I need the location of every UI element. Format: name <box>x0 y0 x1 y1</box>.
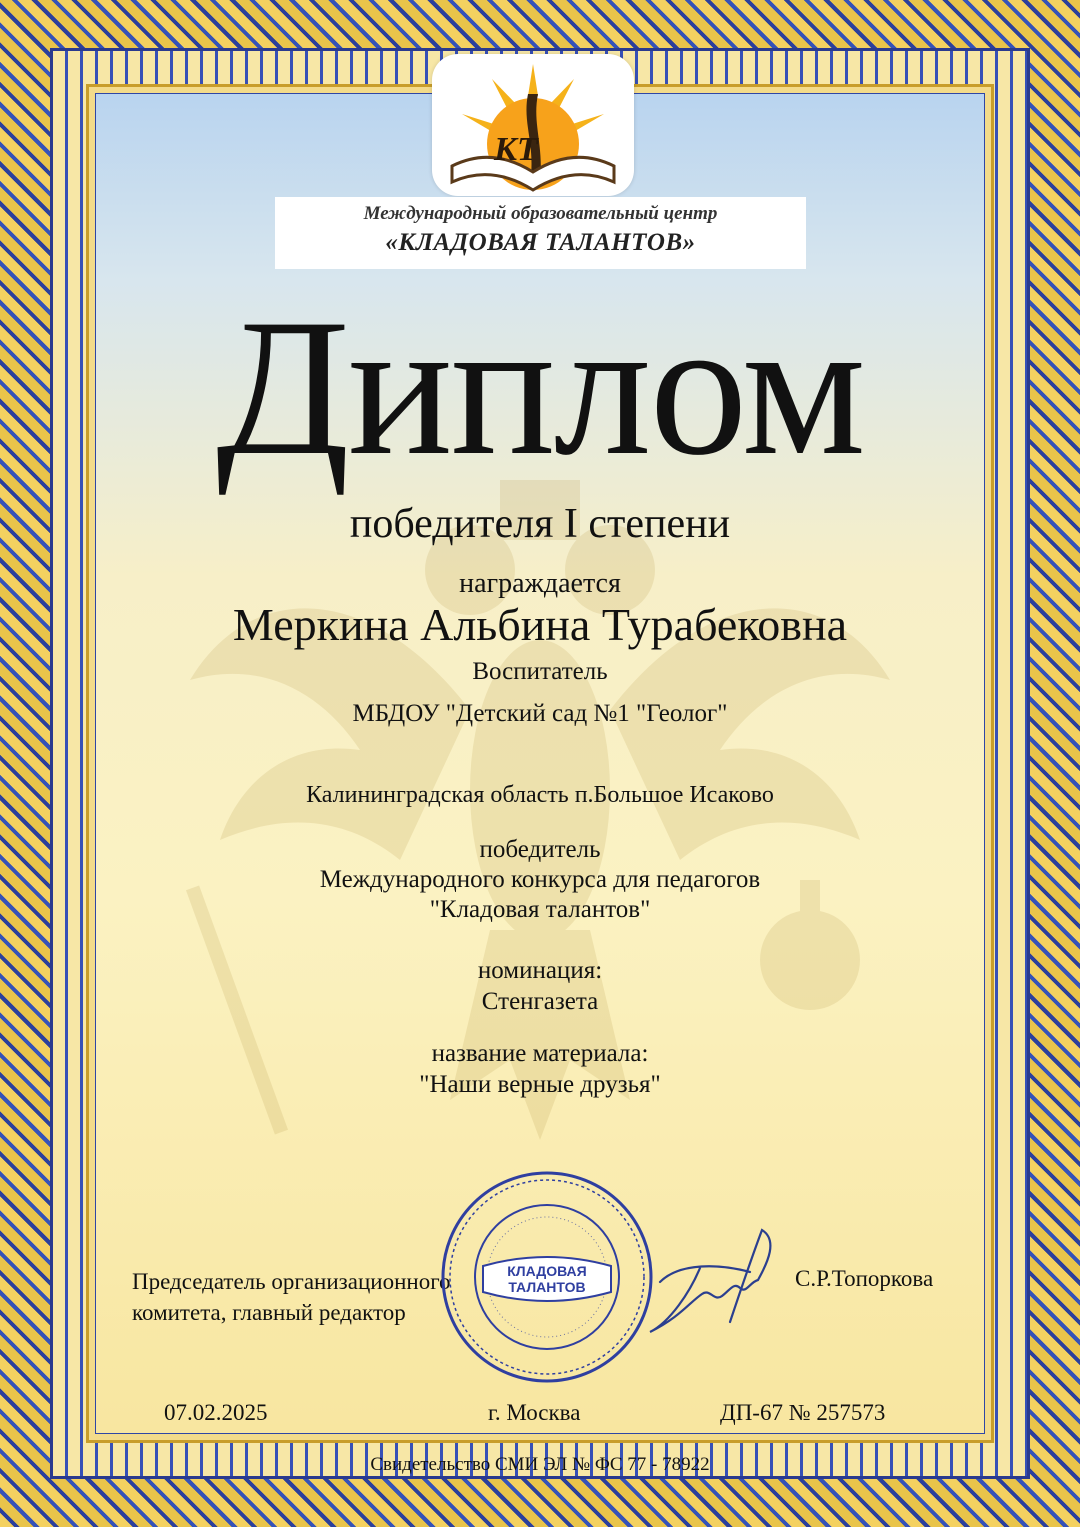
document-number: ДП-67 № 257573 <box>720 1400 886 1425</box>
contest-line2: Международного конкурса для педагогов <box>319 866 761 893</box>
material-value: "Наши верные друзья" <box>419 1071 661 1098</box>
nomination-label: номинация: <box>477 957 603 984</box>
logo <box>432 54 634 196</box>
nomination-value: Стенгазета <box>481 988 599 1015</box>
seal-stamp-icon <box>438 1168 656 1386</box>
media-certificate: Свидетельство СМИ ЭЛ № ФС 77 - 78922 <box>370 1454 710 1475</box>
seal-text-line1: КЛАДОВАЯ <box>507 1263 587 1279</box>
diploma-subtitle: победителя I степени <box>349 501 731 547</box>
seal-text-line2: ТАЛАНТОВ <box>508 1279 586 1295</box>
logo-letters: КТ <box>494 131 538 168</box>
contest-line3: "Кладовая талантов" <box>429 896 651 923</box>
handwritten-signature-icon <box>640 1222 790 1342</box>
contest-line1: победитель <box>479 836 601 863</box>
chair-position <box>132 1266 451 1328</box>
chair-position-line1: Председатель организационного <box>132 1269 451 1294</box>
awarded-label: награждается <box>459 568 621 599</box>
organization-header <box>275 197 806 269</box>
talent-logo-icon <box>432 54 634 196</box>
material-label: название материала: <box>431 1040 649 1067</box>
organization-name: «КЛАДОВАЯ ТАЛАНТОВ» <box>385 229 696 256</box>
recipient-position: Воспитатель <box>472 658 608 685</box>
chair-position-line2: комитета, главный редактор <box>132 1300 406 1325</box>
recipient-region: Калининградская область п.Большое Исаково <box>306 782 774 808</box>
diploma-title: Диплом <box>216 279 864 496</box>
signer-name: С.Р.Топоркова <box>795 1266 934 1291</box>
recipient-institution: МБДОУ "Детский сад №1 "Геолог" <box>352 700 728 727</box>
recipient-name: Меркина Альбина Турабековна <box>232 599 848 650</box>
organization-line1: Международный образовательный центр <box>363 203 718 224</box>
issue-date: 07.02.2025 <box>164 1400 268 1425</box>
issue-city: г. Москва <box>488 1400 581 1425</box>
